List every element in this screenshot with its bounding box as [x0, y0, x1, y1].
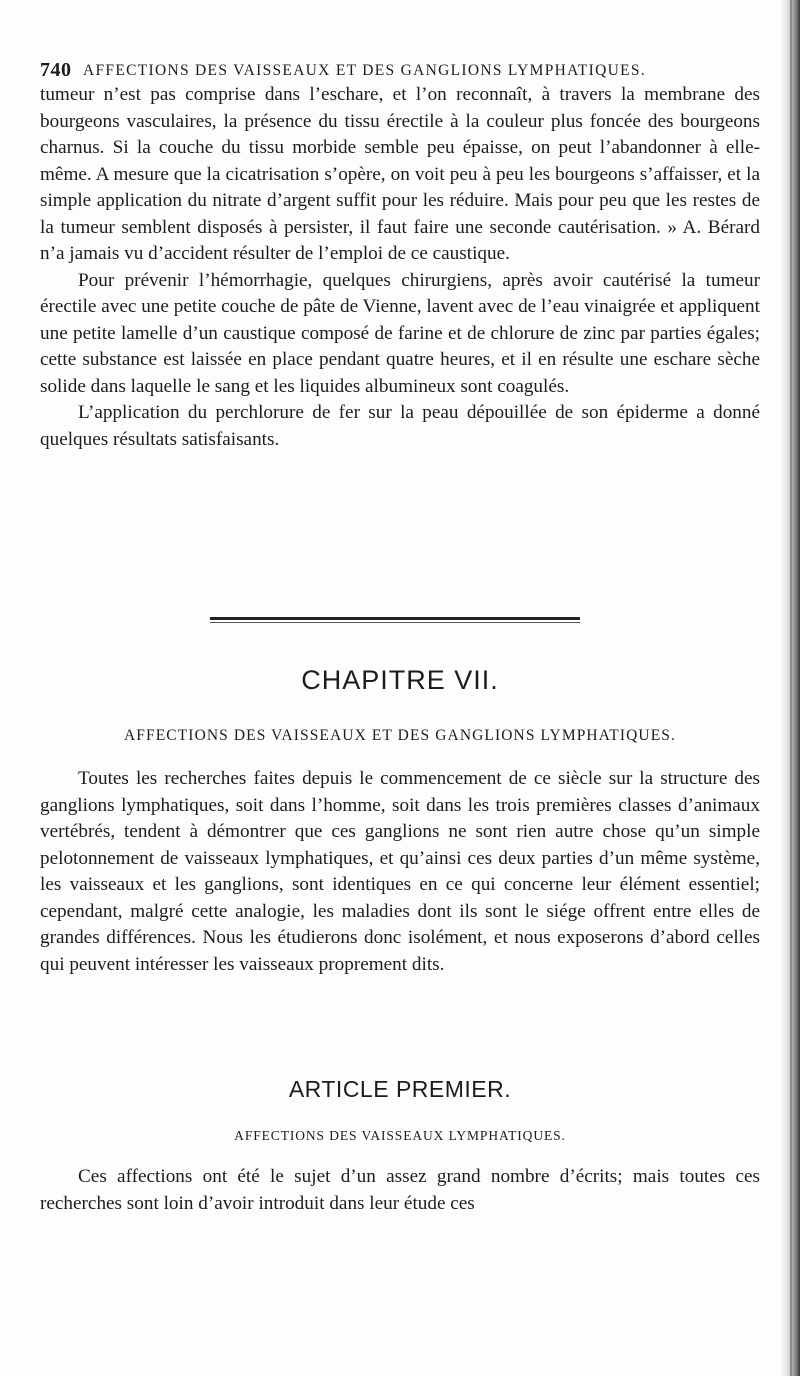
- running-head: [40, 58, 760, 82]
- body-text-top: [40, 82, 760, 453]
- chapter-subtitle: AFFECTIONS DES VAISSEAUX ET DES GANGLIONS LYMPHATIQUES.: [124, 727, 676, 744]
- article-title: ARTICLE PREMIER.: [288, 1076, 512, 1102]
- article-subtitle: AFFECTIONS DES VAISSEAUX LYMPHATIQUES.: [234, 1128, 566, 1143]
- body-text-bottom: [40, 1164, 760, 1217]
- paragraph: Pour prévenir l’hémorrhagie, quelques chirurgiens, après avoir cautérisé la tumeur érectile avec une petite couche de pâte de Vienne, lavent avec de l’eau vinaigrée et appliquent une petite lamelle d’un caustique composé de farine et de chlorure de zinc par parties égales; cette substance est laissée en place pendant quatre heures, et il en résulte une eschare sèche solide dans laquelle le sang et les liquides albumineux sont coagulés.: [40, 269, 760, 397]
- chapter-title: CHAPITRE VII.: [301, 665, 499, 695]
- page-number: 740: [40, 59, 72, 81]
- paragraph: Ces affections ont été le sujet d’un assez grand nombre d’écrits; mais toutes ces recherches sont loin d’avoir introduit dans leur étude ces: [40, 1166, 760, 1214]
- page-edge-line: [790, 0, 792, 1376]
- paragraph: Toutes les recherches faites depuis le commencement de ce siècle sur la structure des ganglions lymphatiques, soit dans l’homme, soit dans les trois premières classes d’animaux vertébrés, tendent à démontrer que ces ganglions ne sont rien autre chose qu’un simple pelotonnement de vaisseaux lymphatiques, et qu’ainsi ces deux parties d’un même système, les vaisseaux et les ganglions, sont identiques en ce qui concerne leur élément essentiel; cependant, malgré cette analogie, les maladies dont ils sont le siége offrent entre elles de grandes différences. Nous les étudierons donc isolément, et nous exposerons d’abord celles qui peuvent intéresser les vaisseaux proprement dits.: [40, 768, 760, 975]
- chapter-divider-rule-thin: [210, 622, 580, 623]
- paragraph: L’application du perchlorure de fer sur la peau dépouillée de son épiderme a donné quelques résultats satisfaisants.: [40, 402, 760, 450]
- body-text-middle: [40, 766, 760, 978]
- chapter-divider-rule: [210, 617, 580, 620]
- running-title: AFFECTIONS DES VAISSEAUX ET DES GANGLIONS LYMPHATIQUES.: [83, 62, 646, 79]
- paragraph: tumeur n’est pas comprise dans l’eschare, et l’on reconnaît, à travers la membrane des bourgeons vasculaires, la présence du tissu érectile à la couleur plus foncée des bourgeons charnus. Si la couche du tissu morbide semble peu épaisse, on peut l’abandonner à elle-même. A mesure que la cicatrisation s’opère, on voit peu à peu les bourgeons s’affaisser, et la simple application du nitrate d’argent suffit pour les réduire. Mais pour peu que les restes de la tumeur semblent disposés à persister, il faut faire une seconde cautérisation. » A. Bérard n’a jamais vu d’accident résulter de l’emploi de ce caustique.: [40, 84, 760, 264]
